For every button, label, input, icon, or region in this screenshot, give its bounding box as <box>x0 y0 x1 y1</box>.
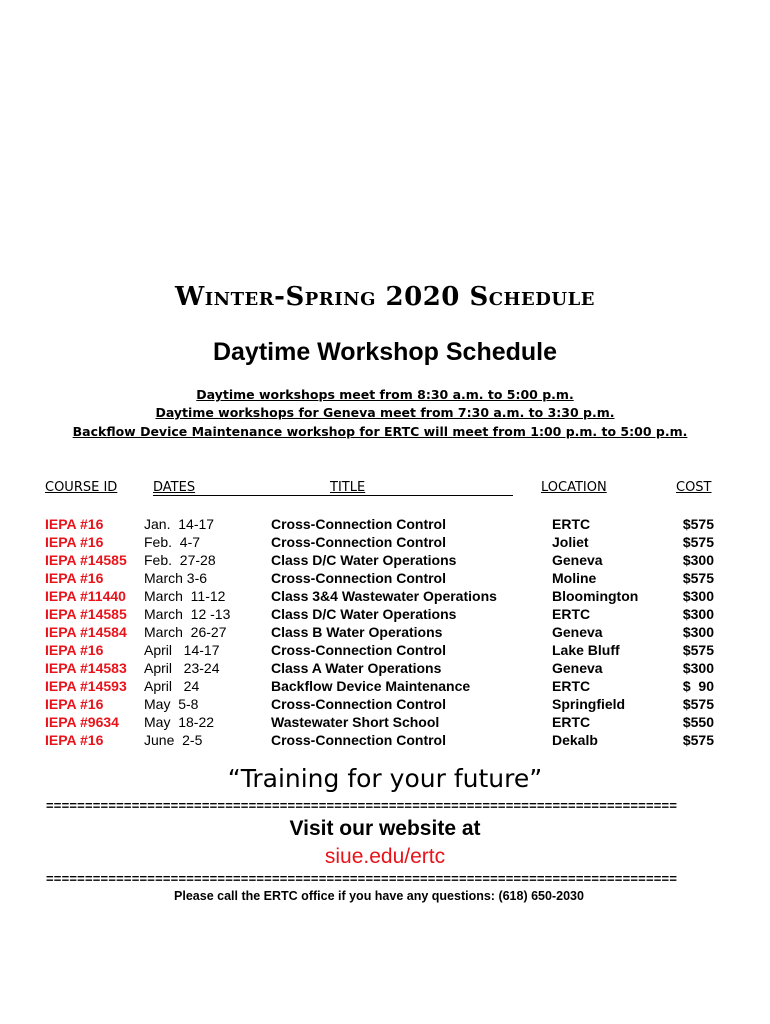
hours-note-general: Daytime workshops meet from 8:30 a.m. to 5:00 p.m. <box>196 387 574 402</box>
location-cell: ERTC <box>552 516 591 532</box>
dates-cell: Feb. 27-28 <box>144 552 216 568</box>
dates-cell: April 24 <box>144 678 200 694</box>
table-row <box>0 696 770 714</box>
cost-cell: $300 <box>682 660 714 676</box>
course-id-cell: IEPA #14585 <box>45 606 127 622</box>
course-id-cell: IEPA #16 <box>45 696 104 712</box>
dates-cell: April 23-24 <box>144 660 220 676</box>
course-id-cell: IEPA #16 <box>45 534 104 550</box>
location-cell: Lake Bluff <box>552 642 620 658</box>
cost-cell: $575 <box>682 732 714 748</box>
course-id-cell: IEPA #14584 <box>45 624 127 640</box>
title-cell: Cross-Connection Control <box>271 534 446 550</box>
cost-cell: $575 <box>682 534 714 550</box>
title-cell: Class D/C Water Operations <box>271 552 457 568</box>
course-id-cell: IEPA #14585 <box>45 552 127 568</box>
title-cell: Cross-Connection Control <box>271 732 446 748</box>
title-cell: Cross-Connection Control <box>271 642 446 658</box>
title-cell: Class B Water Operations <box>271 624 443 640</box>
dates-cell: June 2-5 <box>144 732 203 748</box>
hours-note-backflow: Backflow Device Maintenance workshop for ERTC will meet from 1:00 p.m. to 5:00 p.m. <box>72 424 688 439</box>
title-cell: Class D/C Water Operations <box>271 606 457 622</box>
location-cell: ERTC <box>552 678 591 694</box>
cost-cell: $575 <box>682 696 714 712</box>
location-cell: Geneva <box>552 552 603 568</box>
location-cell: Moline <box>552 570 597 586</box>
header-underline <box>153 495 513 496</box>
course-id-cell: IEPA #16 <box>45 516 104 532</box>
separator-bottom: ================================================================================= <box>46 872 678 886</box>
dates-cell: May 5-8 <box>144 696 199 712</box>
table-row <box>0 714 770 732</box>
location-cell: Bloomington <box>552 588 639 604</box>
dates-cell: March 3-6 <box>144 570 208 586</box>
table-row <box>0 642 770 660</box>
schedule-subtitle: Daytime Workshop Schedule <box>212 338 558 366</box>
cost-cell: $300 <box>682 552 714 568</box>
course-id-cell: IEPA #16 <box>45 642 104 658</box>
tagline: “Training for your future” <box>227 764 543 793</box>
cost-cell: $550 <box>682 714 714 730</box>
dates-cell: March 26-27 <box>144 624 227 640</box>
schedule-title: Winter-Spring 2020 Schedule <box>175 282 595 312</box>
course-id-cell: IEPA #14593 <box>45 678 127 694</box>
dates-cell: March 12 -13 <box>144 606 231 622</box>
column-header-location: LOCATION <box>541 480 607 495</box>
table-row <box>0 732 770 750</box>
title-cell: Backflow Device Maintenance <box>271 678 471 694</box>
column-header-dates: DATES <box>153 480 196 495</box>
dates-cell: May 18-22 <box>144 714 215 730</box>
title-cell: Class A Water Operations <box>271 660 442 676</box>
visit-website-label: Visit our website at <box>289 817 481 840</box>
cost-cell: $300 <box>682 624 714 640</box>
table-row <box>0 570 770 588</box>
location-cell: Geneva <box>552 660 603 676</box>
hours-note-geneva: Daytime workshops for Geneva meet from 7:30 a.m. to 3:30 p.m. <box>155 405 615 420</box>
separator-top: ================================================================================= <box>46 799 678 813</box>
table-row <box>0 660 770 678</box>
course-id-cell: IEPA #16 <box>45 570 104 586</box>
table-row <box>0 606 770 624</box>
table-row <box>0 588 770 606</box>
website-link[interactable]: siue.edu/ertc <box>324 845 446 868</box>
column-header-course-id: COURSE ID <box>45 480 118 495</box>
title-cell: Cross-Connection Control <box>271 696 446 712</box>
dates-cell: April 14-17 <box>144 642 220 658</box>
table-row <box>0 624 770 642</box>
title-cell: Class 3&4 Wastewater Operations <box>271 588 497 604</box>
table-row <box>0 534 770 552</box>
course-id-cell: IEPA #11440 <box>45 588 126 604</box>
location-cell: ERTC <box>552 606 591 622</box>
table-row <box>0 678 770 696</box>
column-header-title: TITLE <box>330 480 366 495</box>
cost-cell: $300 <box>682 606 714 622</box>
location-cell: Geneva <box>552 624 603 640</box>
location-cell: Springfield <box>552 696 626 712</box>
cost-cell: $575 <box>682 642 714 658</box>
course-id-cell: IEPA #14583 <box>45 660 127 676</box>
location-cell: Dekalb <box>552 732 598 748</box>
dates-cell: Jan. 14-17 <box>144 516 215 532</box>
location-cell: ERTC <box>552 714 591 730</box>
course-id-cell: IEPA #16 <box>45 732 104 748</box>
location-cell: Joliet <box>552 534 589 550</box>
column-header-cost: COST <box>676 480 712 495</box>
table-row <box>0 516 770 534</box>
cost-cell: $575 <box>682 516 714 532</box>
title-cell: Cross-Connection Control <box>271 516 446 532</box>
title-cell: Cross-Connection Control <box>271 570 446 586</box>
cost-cell: $300 <box>682 588 714 604</box>
contact-note: Please call the ERTC office if you have any questions: (618) 650-2030 <box>174 889 584 903</box>
title-cell: Wastewater Short School <box>271 714 440 730</box>
table-row <box>0 552 770 570</box>
dates-cell: Feb. 4-7 <box>144 534 201 550</box>
course-id-cell: IEPA #9634 <box>45 714 119 730</box>
cost-cell: $575 <box>682 570 714 586</box>
dates-cell: March 11-12 <box>144 588 226 604</box>
cost-cell: $ 90 <box>682 678 714 694</box>
